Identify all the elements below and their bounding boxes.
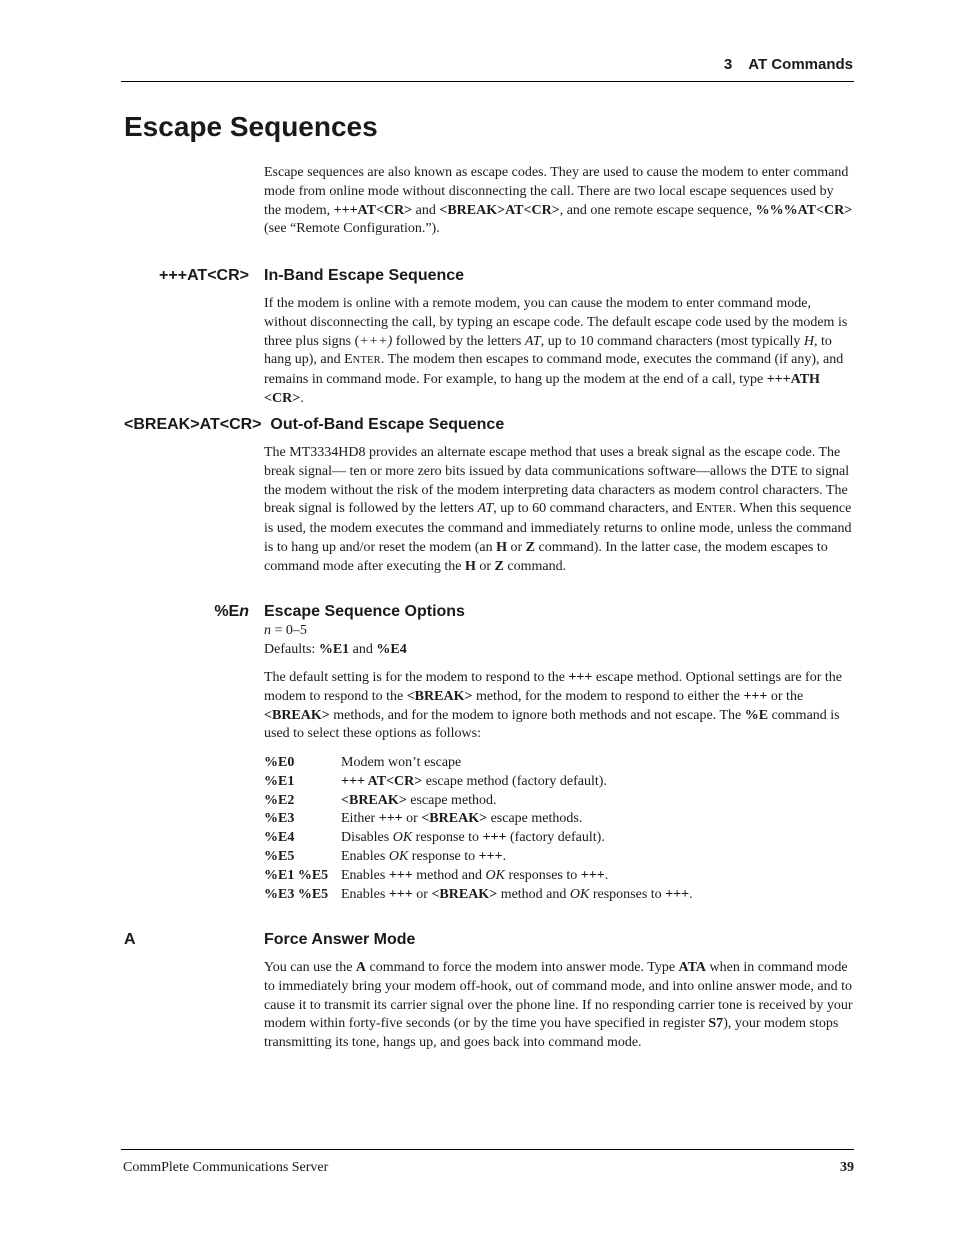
outband-paragraph: The MT3334HD8 provides an alternate escape method that uses a break signal as the escape code. The break signal— ten or more zero bits issued by data communications software—allows the DTE to signal the modem without the risk of the modem interpreting data characters as modem control characters. The break signal is followed by the letters AT, up to 60 command characters, and ENTER. When this sequence is used, the modem executes the command and immediately returns to online mode, unless the command is to hang up and/or reset the modem (an H or Z command). In the latter case, the modem escapes to command mode after executing the H or Z command.: [264, 445, 852, 574]
intro-paragraph: Escape sequences are also known as escape codes. They are used to cause the modem to enter command mode from online mode without disconnecting the call. There are two local escape sequences used by the modem, +++AT<CR> and <BREAK>AT<CR>, and one remote escape sequence, %%%AT<CR> (see “Remote Configuration.”).: [264, 165, 853, 237]
inband-section-title: In-Band Escape Sequence: [264, 267, 465, 284]
page-title: Escape Sequences: [124, 111, 378, 142]
options-command-heading: %En: [214, 603, 249, 620]
option-description: Enables +++ or <BREAK> method and OK responses to +++.: [341, 886, 693, 902]
option-description: Modem won’t escape: [341, 755, 462, 770]
option-row: [264, 886, 854, 905]
option-code: %E2: [264, 792, 295, 808]
option-code: %E1 %E5: [264, 867, 329, 883]
options-range: n = 0–5: [264, 623, 307, 638]
options-table: [264, 754, 854, 904]
option-code: %E5: [264, 848, 295, 864]
answer-paragraph: You can use the A command to force the modem into answer mode. Type ATA when in command mode to immediately bring your modem off-hook, out of command mode, and into online answer mode, and to cause it to transmit its carrier signal over the phone line. If no responding carrier tone is received by your modem within forty-five seconds (or by the time you have specified in register S7), your modem stops transmitting its tone, hangs up, and goes back into command mode.: [264, 960, 853, 1051]
option-description: Enables OK response to +++.: [341, 848, 507, 864]
option-row: [264, 848, 854, 867]
option-code: %E3 %E5: [264, 886, 329, 902]
option-description: <BREAK> escape method.: [341, 792, 497, 808]
option-row: [264, 810, 854, 829]
option-description: Enables +++ method and OK responses to +++.: [341, 867, 609, 883]
option-description: Disables OK response to +++ (factory default).: [341, 830, 605, 846]
footer-rule: [121, 1149, 854, 1150]
footer-product-name: CommPlete Communications Server: [123, 1160, 329, 1175]
option-row: [264, 754, 854, 773]
option-row: [264, 829, 854, 848]
answer-section-title: Force Answer Mode: [264, 931, 416, 948]
option-row: [264, 792, 854, 811]
chapter-header: 3 AT Commands: [723, 56, 853, 73]
option-description: +++ AT<CR> escape method (factory default).: [341, 773, 607, 789]
page-number: 39: [840, 1160, 854, 1175]
header-rule: [121, 81, 854, 82]
option-row: [264, 773, 854, 792]
option-description: Either +++ or <BREAK> escape methods.: [341, 811, 583, 827]
inband-command-heading: +++AT<CR>: [159, 267, 249, 284]
answer-command-heading: A: [124, 931, 136, 948]
option-code: %E1: [264, 773, 295, 789]
option-code: %E3: [264, 811, 295, 827]
options-defaults: Defaults: %E1 and %E4: [264, 642, 407, 657]
options-paragraph: The default setting is for the modem to respond to the +++ escape method. Optional settings are for the modem to respond to the <BREAK> method, for the modem to respond to either the +++ or the <BREAK> methods, and for the modem to ignore both methods and not escape. The %E command is used to select these options as follows:: [264, 670, 842, 742]
inband-paragraph: If the modem is online with a remote modem, you can cause the modem to enter command mode, without disconnecting the call, by typing an escape code. The default escape code used by the modem is three plus signs (+++) followed by the letters AT, up to 10 command characters (most typically H, to hang up), and ENTER. The modem then escapes to command mode, executes the command (if any), and remains in command mode. For example, to hang up the modem at the end of a call, type +++ATH <CR>.: [264, 296, 848, 406]
option-row: [264, 867, 854, 886]
options-section-title: Escape Sequence Options: [264, 603, 465, 620]
option-code: %E0: [264, 755, 295, 770]
outband-section-heading: <BREAK>AT<CR> Out-of-Band Escape Sequence: [124, 416, 505, 433]
option-code: %E4: [264, 830, 295, 846]
